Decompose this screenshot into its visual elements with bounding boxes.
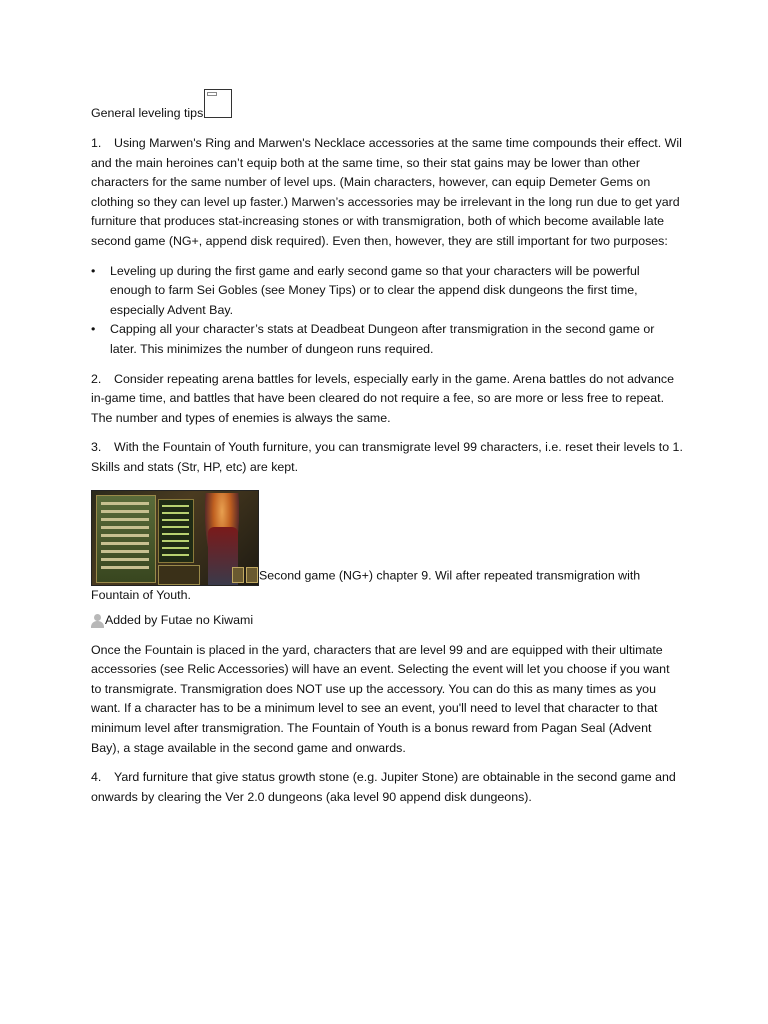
purpose-list	[91, 262, 683, 360]
fountain-paragraph: Once the Fountain is placed in the yard, characters that are level 99 and are equipped with their ultimate accessories (see Relic Accessories) will have an event. Selecting the event will let you choose if you want to transmigrate. Transmigration does NOT use up the accessory. You can do this as many times as you want. If a character has to be a minimum level to see an event, you'll need to level that character to that minimum level after transmigration. The Fountain of Youth is a bonus reward from Pagan Seal (Advent Bay), a stage available in the second game and onwards.	[91, 642, 670, 755]
heading-line	[91, 88, 683, 124]
purpose-item-2: • Capping all your character’s stats at Deadbeat Dungeon after transmigration in the second game or later. This minimizes the number of dungeon runs required.	[91, 320, 683, 359]
figure-caption: Second game (NG+) chapter 9. Wil after repeated transmigration with Fountain of Youth.	[91, 567, 641, 602]
tip-3-number: 3.	[91, 440, 102, 455]
tip-3	[91, 438, 683, 477]
game-screenshot	[91, 490, 259, 586]
figure-row	[91, 490, 683, 606]
author-name: Added by Futae no Kiwami	[105, 613, 254, 628]
tip-2	[91, 370, 683, 429]
broken-image-icon	[204, 89, 232, 118]
tip-4	[91, 768, 683, 807]
document-title: General leveling tips	[91, 106, 204, 121]
tip-4-number: 4.	[91, 770, 102, 785]
tip-2-number: 2.	[91, 371, 102, 386]
tip-2-text: Consider repeating arena battles for levels, especially early in the game. Arena battles do not advance in-game time, and battles that have been cleared do not require a fee, so are more or less free to repeat. The number and types of enemies is always the same.	[91, 371, 674, 425]
tip-1	[91, 134, 683, 252]
tip-1-text: Using Marwen's Ring and Marwen's Necklace accessories at the same time compounds their effect. Wil and the main heroines can’t equip both at the same time, so their stat gains may be lower than other characters for the same number of level ups. (Main characters, however, can equip Demeter Gems on clothing so they can level up faster.) Marwen’s accessories may be irrelevant in the long run due to get yard furniture that produces stat-increasing stones or with transmigration, both of which become available late second game (NG+, append disk required). Even then, however, they are still important for two purposes:	[91, 136, 682, 248]
tip-1-number: 1.	[91, 136, 102, 150]
tip-4-text: Yard furniture that give status growth stone (e.g. Jupiter Stone) are obtainable in the second game and onwards by clearing the Ver 2.0 dungeons (aka level 90 append disk dungeons).	[91, 770, 676, 804]
document-content	[91, 88, 683, 807]
author-line	[91, 611, 683, 631]
tip-3-text: With the Fountain of Youth furniture, you can transmigrate level 99 characters, i.e. reset their levels to 1. Skills and stats (Str, HP, etc) are kept.	[91, 440, 683, 474]
purpose-item-1: • Leveling up during the first game and early second game so that your characters will be powerful enough to farm Sei Gobles (see Money Tips) or to clear the append disk dungeons the first time, especially Advent Bay.	[91, 262, 683, 321]
user-icon	[91, 614, 104, 628]
